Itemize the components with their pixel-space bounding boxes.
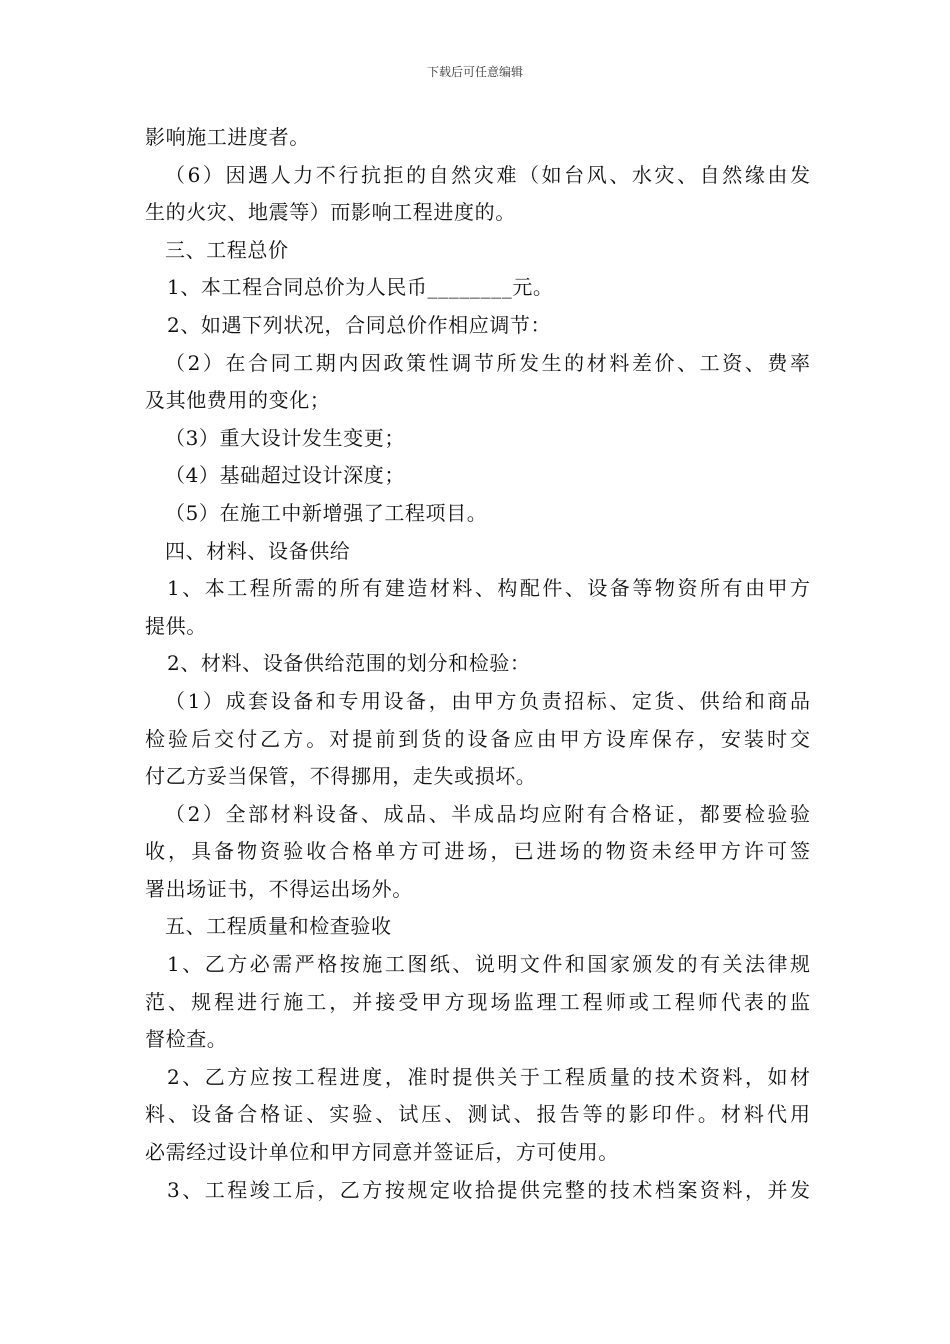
paragraph-line: （1）成套设备和专用设备，由甲方负责招标、定货、供给和商品 <box>165 688 810 713</box>
paragraph-line: （6）因遇人力不行抗拒的自然灾难（如台风、水灾、自然缘由发 <box>165 162 810 187</box>
paragraph-line: 2、乙方应按工程进度，准时提供关于工程质量的技术资料，如材 <box>167 1064 810 1089</box>
paragraph-line: 署出场证书，不得运出场外。 <box>145 876 413 901</box>
paragraph-line: 督检查。 <box>145 1027 228 1052</box>
page-header: 下载后可任意编辑 <box>426 65 523 79</box>
paragraph-line: 检验后交付乙方。对提前到货的设备应由甲方设库保存，安装时交 <box>145 726 810 751</box>
paragraph-line: 2、如遇下列状况，合同总价作相应调节： <box>167 312 552 337</box>
paragraph-line: 必需经过设计单位和甲方同意并签证后，方可使用。 <box>145 1140 619 1165</box>
paragraph-line: （4）基础超过设计深度； <box>165 463 405 488</box>
paragraph-line: 1、本工程合同总价为人民币________元。 <box>167 275 554 300</box>
section-heading: 四、材料、设备供给 <box>165 538 351 563</box>
paragraph-line: 付乙方妥当保管，不得挪用，走失或损坏。 <box>145 764 537 789</box>
paragraph-line: （2）在合同工期内因政策性调节所发生的材料差价、工资、费率 <box>165 350 810 375</box>
paragraph-line: 收，具备物资验收合格单方可进场，已进场的物资未经甲方许可签 <box>145 839 810 864</box>
section-heading: 五、工程质量和检查验收 <box>165 914 392 939</box>
paragraph-line: 1、本工程所需的所有建造材料、构配件、设备等物资所有由甲方 <box>167 576 810 601</box>
section-heading: 三、工程总价 <box>165 237 289 262</box>
document-body <box>145 119 810 1209</box>
paragraph-line: （3）重大设计发生变更； <box>165 425 405 450</box>
paragraph-line: 生的火灾、地震等）而影响工程进度的。 <box>145 200 516 225</box>
paragraph-line: 及其他费用的变化； <box>145 388 331 413</box>
paragraph-line: （5）在施工中新增强了工程项目。 <box>165 500 488 525</box>
paragraph-line: 1、乙方必需严格按施工图纸、说明文件和国家颁发的有关法律规 <box>167 952 810 977</box>
paragraph-line: 3、工程竣工后，乙方按规定收拾提供完整的技术档案资料，并发 <box>167 1177 810 1202</box>
paragraph-line: （2）全部材料设备、成品、半成品均应附有合格证，都要检验验 <box>165 801 810 826</box>
paragraph-line: 2、材料、设备供给范围的划分和检验： <box>167 651 531 676</box>
paragraph-line: 料、设备合格证、实验、试压、测试、报告等的影印件。材料代用 <box>145 1102 810 1127</box>
paragraph-line: 范、规程进行施工，并接受甲方现场监理工程师或工程师代表的监 <box>145 989 810 1014</box>
paragraph-line: 提供。 <box>145 613 207 638</box>
paragraph-line: 影响施工进度者。 <box>145 125 310 149</box>
